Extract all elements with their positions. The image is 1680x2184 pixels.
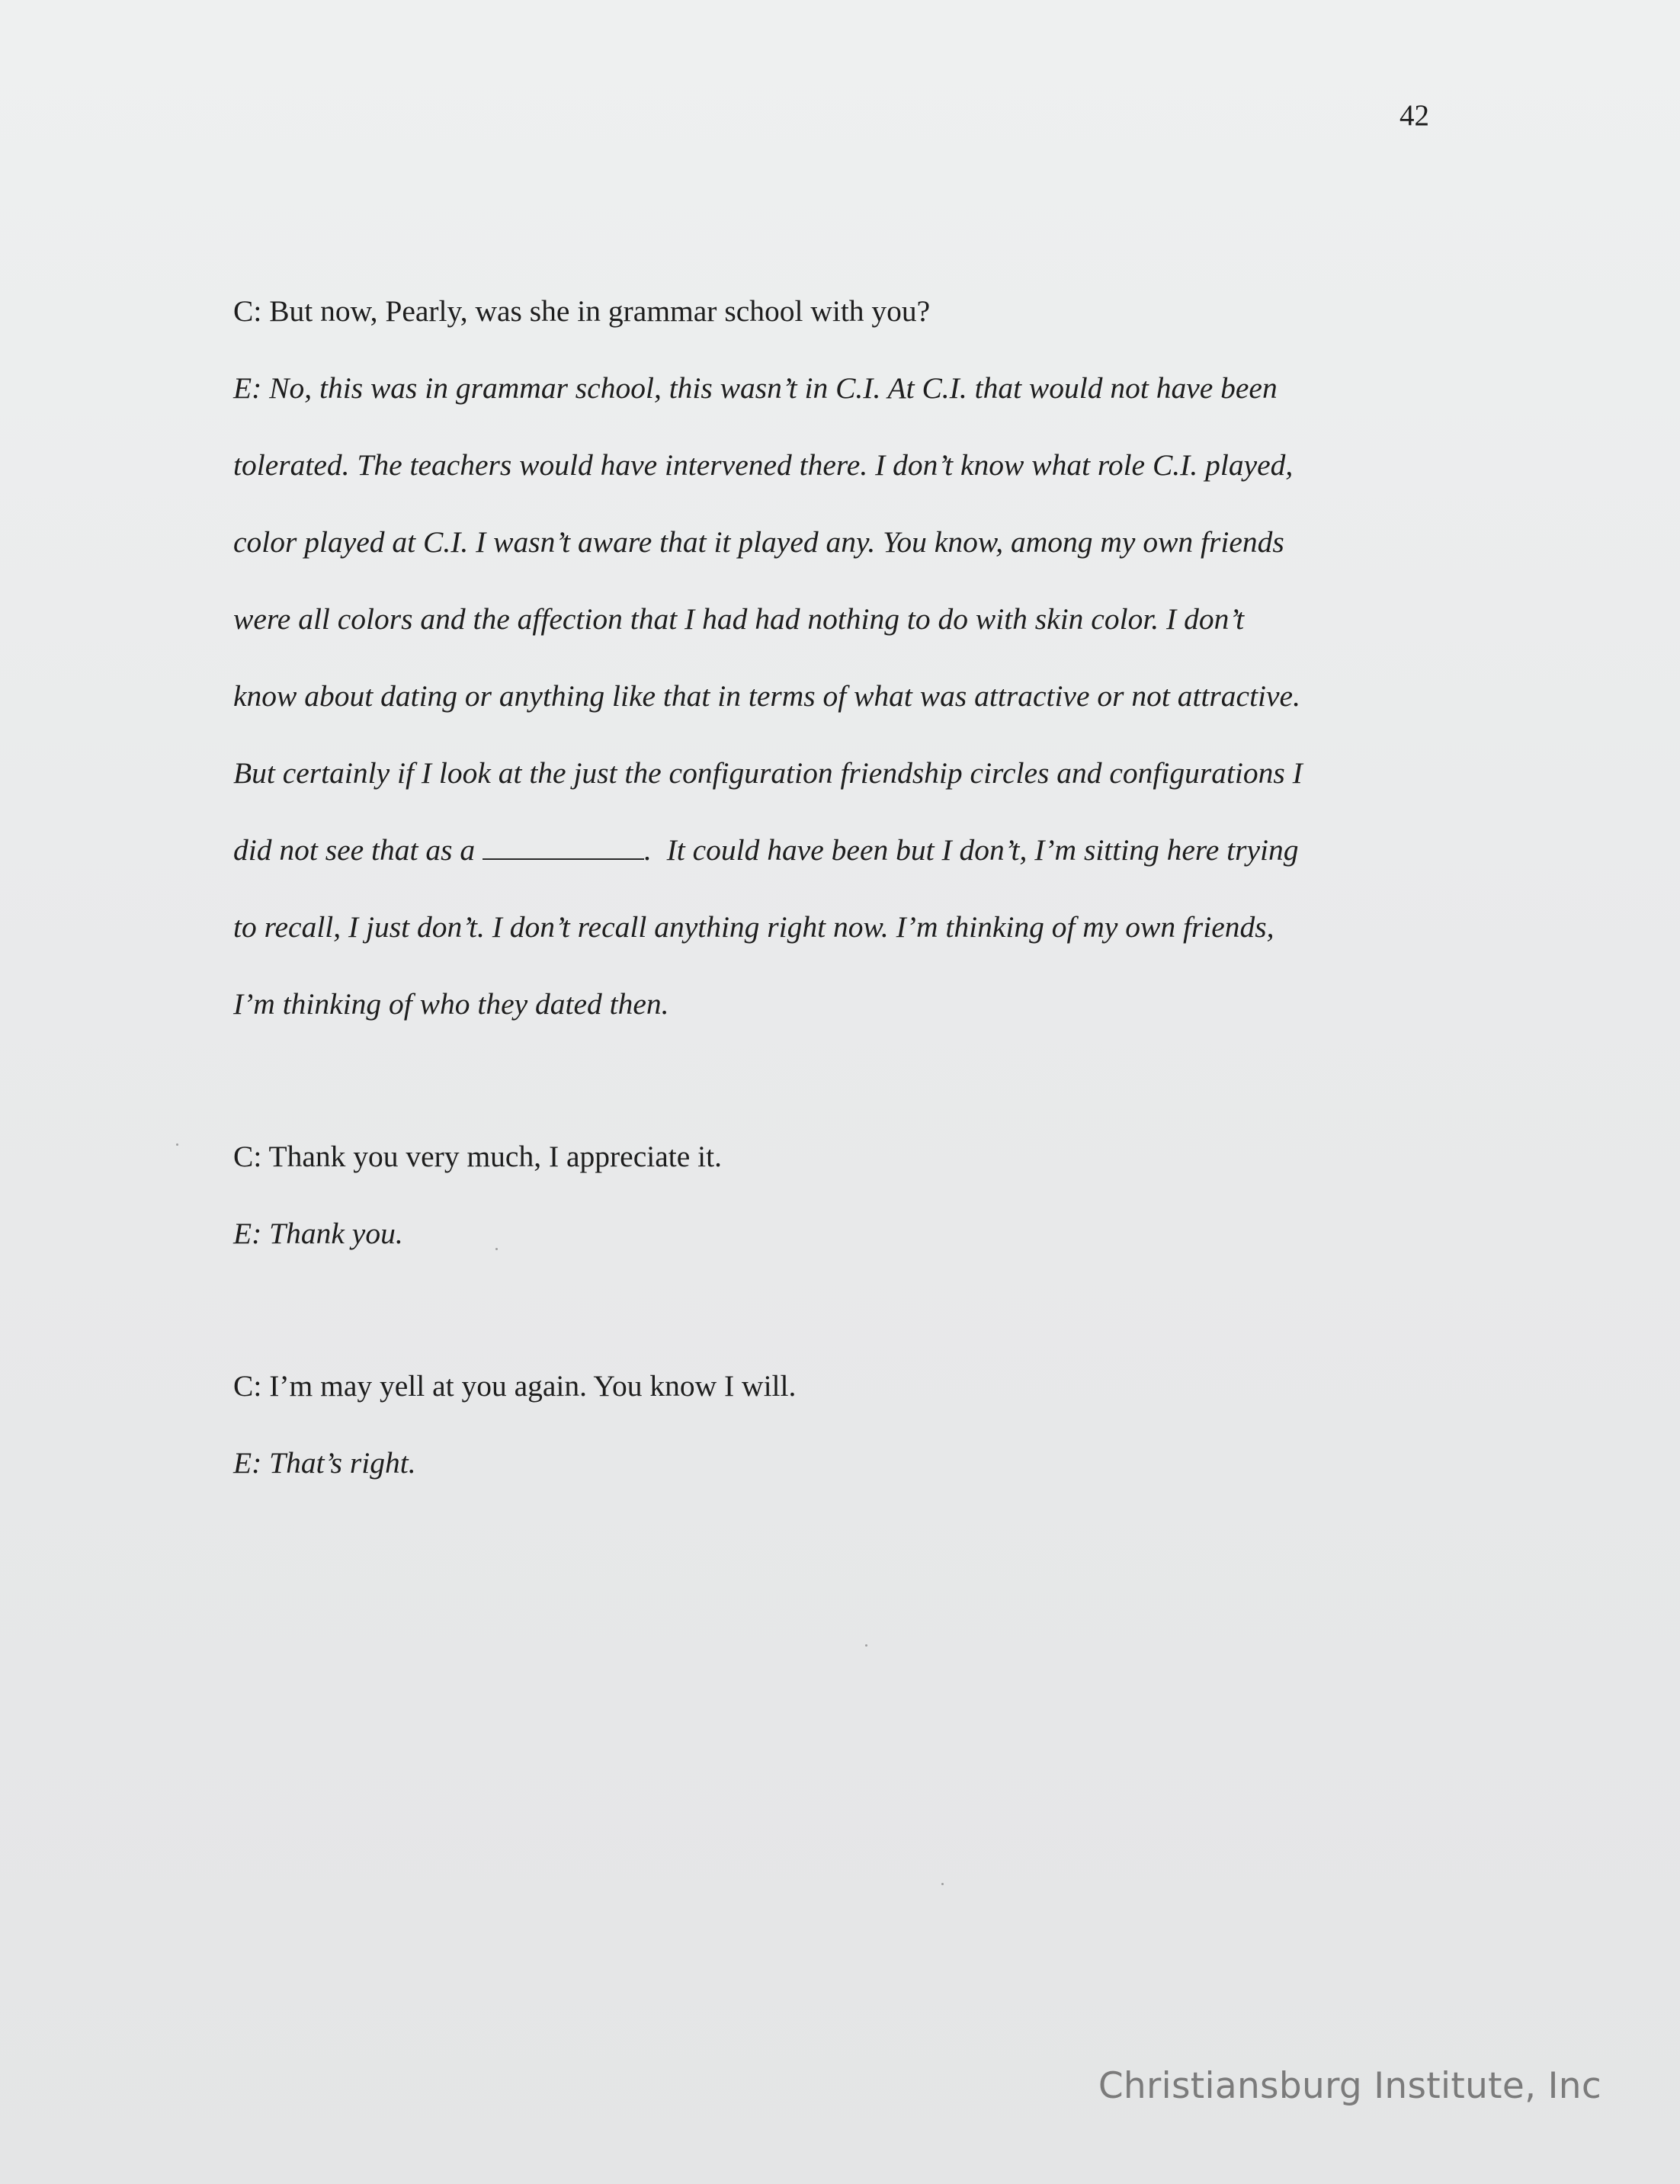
speaker-e-line: But certainly if I look at the just the configuration friendship circles and configurations I bbox=[233, 756, 1303, 790]
blank-suffix-text: . It could have been but I don’t, I’m sitting here trying bbox=[643, 833, 1299, 867]
speaker-c-question: C: But now, Pearly, was she in grammar school with you? bbox=[233, 294, 931, 328]
speaker-e-thanks: E: Thank you. bbox=[233, 1217, 403, 1250]
speaker-e-line: were all colors and the affection that I had had nothing to do with skin color. I don’t bbox=[233, 602, 1245, 636]
paragraph-gap bbox=[233, 1043, 1438, 1118]
transcription-blank bbox=[483, 839, 644, 860]
paper-speck bbox=[176, 1143, 178, 1146]
speaker-e-closing: E: That’s right. bbox=[233, 1446, 416, 1480]
speaker-c-thanks: C: Thank you very much, I appreciate it. bbox=[233, 1140, 722, 1173]
page-number: 42 bbox=[1399, 99, 1429, 132]
paper-speck bbox=[865, 1644, 867, 1647]
speaker-e-line: know about dating or anything like that in terms of what was attractive or not attractive. bbox=[233, 679, 1300, 713]
speaker-c-closing: C: I’m may yell at you again. You know I will. bbox=[233, 1369, 797, 1403]
speaker-e-line: color played at C.I. I wasn’t aware that it played any. You know, among my own friends bbox=[233, 525, 1284, 559]
paragraph-gap bbox=[233, 1272, 1438, 1348]
speaker-e-line: to recall, I just don’t. I don’t recall anything right now. I’m thinking of my own friends, bbox=[233, 910, 1274, 944]
blank-prefix-text: did not see that as a bbox=[233, 833, 483, 867]
speaker-e-line: I’m thinking of who they dated then. bbox=[233, 987, 669, 1021]
transcript-body bbox=[233, 273, 1438, 1502]
paper-speck bbox=[495, 1248, 498, 1250]
paper-speck bbox=[941, 1883, 944, 1885]
watermark: Christiansburg Institute, Inc bbox=[1098, 2065, 1601, 2107]
speaker-e-line: tolerated. The teachers would have intervened there. I don’t know what role C.I. played, bbox=[233, 448, 1294, 482]
speaker-e-line-with-blank bbox=[233, 812, 1438, 889]
speaker-e-line: E: No, this was in grammar school, this wasn’t in C.I. At C.I. that would not have been bbox=[233, 371, 1278, 405]
